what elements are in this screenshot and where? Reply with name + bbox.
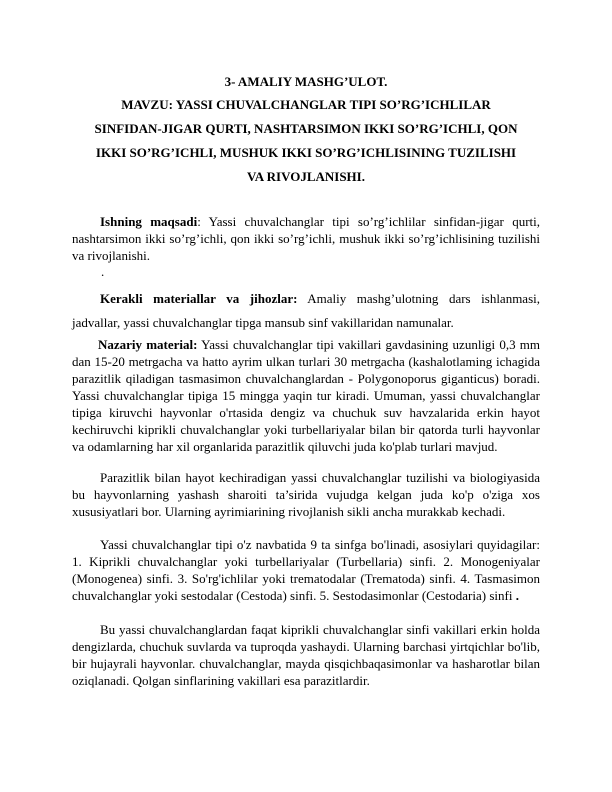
topic-heading-line-2: SINFIDAN-JIGAR QURTI, NASHTARSIMON IKKI SO’RG’ICHLI, QON: [94, 121, 518, 136]
theory-text: Yassi chuvalchanglar tipi vakillari gavdasining uzunligi 0,3 mm dan 15-20 metrgacha va hatto ayrim ulkan turlari 30 metrgacha (kashalotlaming ichagida parazitlik qiladigan tasmasimon chuvalchanglardan - Polygonoporus giganticus) boradi. Yassi chuvalchanglar tipiga 15 mingga yaqin tur kiradi. Umuman, yassi chuvalchanglar tipiga kiruvchi hayvonlar o'rtasida dengiz va chuchuk suv havzalarida erkin hayot kechiruvchi kiprikli chuvalchanglar yoki turbellariyalar bilan bir qatorda turli hayvonlar va odamlarning har xil organlarida parazitlik qiluvchi juda ko'plab turlari mavjud.: [72, 337, 541, 454]
topic-heading-line-4: VA RIVOJLANISHI.: [247, 169, 365, 184]
materials-paragraph: [72, 287, 540, 335]
theory-label: Nazariy material:: [98, 337, 198, 352]
topic-heading-line-1: MAVZU: YASSI CHUVALCHANGLAR TIPI SO’RG’ICHLILAR: [121, 97, 491, 112]
purpose-text: : Yassi chuvalchanglar tipi so’rg’ichlilar sinfidan-jigar qurti, nashtarsimon ikki so’rg’ichli, qon ikki so’rg’ichli, mushuk ikki so’rg’ichlisining tuzilishi va rivojlanishi.: [72, 214, 540, 263]
parasitism-paragraph: Parazitlik bilan hayot kechiradigan yassi chuvalchanglar tuzilishi va biologiyasida bu hayvonlarning yashash sharoiti ta’sirida vujudga kelgan juda ko'p o'ziga xos xususiyatlari bor. Ularning ayrimiarining rivojlanish sikli ancha murakkab kechadi.: [72, 470, 540, 519]
materials-text: Amaliy mashg’ulotning dars ishlanmasi, jadvallar, yassi chuvalchanglar tipga mansub sinf vakillaridan namunalar.: [72, 291, 541, 330]
classes-end: .: [512, 588, 519, 603]
practical-number-heading: 3- AMALIY MASHG’ULOT.: [224, 74, 388, 89]
stray-dot: .: [101, 264, 105, 279]
free-living-paragraph: Bu yassi chuvalchanglardan faqat kiprikli chuvalchanglar sinfi vakillari erkin holda dengizlarda, chuchuk suvlarda va tuproqda yashaydi. Ularning barchasi yirtqichlar bo'lib, bir hujayrali hayvonlar. chuvalchanglar, mayda qisqichbaqasimonlar va hasharotlar bilan oziqlanadi. Qolgan sinflarining vakillari esa parazitlardir.: [72, 622, 540, 688]
purpose-label: Ishning maqsadi: [100, 214, 198, 229]
classes-text: Yassi chuvalchanglar tipi o'z navbatida 9 ta sinfga bo'linadi, asosiylari quyidagilar: 1. Kiprikli chuvalchanglar yoki turbellariyalar (Turbellaria) sinfi. 2. Monogeniyalar (Monogenea) sinfi. 3. So'rg'ichlilar yoki trematodalar (Trematoda) sinfi. 4. Tasmasimon chuvalchanglar yoki sestodalar (Cestoda) sinfi. 5. Sestodasimonlar (Cestodaria) sinfi: [72, 537, 540, 603]
purpose-paragraph: [72, 213, 540, 264]
theory-paragraph: [72, 336, 540, 455]
materials-label: Kerakli materiallar va jihozlar:: [100, 291, 298, 306]
topic-heading-line-3: IKKI SO’RG’ICHLI, MUSHUK IKKI SO’RG’ICHLISINING TUZILISHI: [95, 145, 517, 160]
classes-paragraph: [72, 536, 540, 604]
